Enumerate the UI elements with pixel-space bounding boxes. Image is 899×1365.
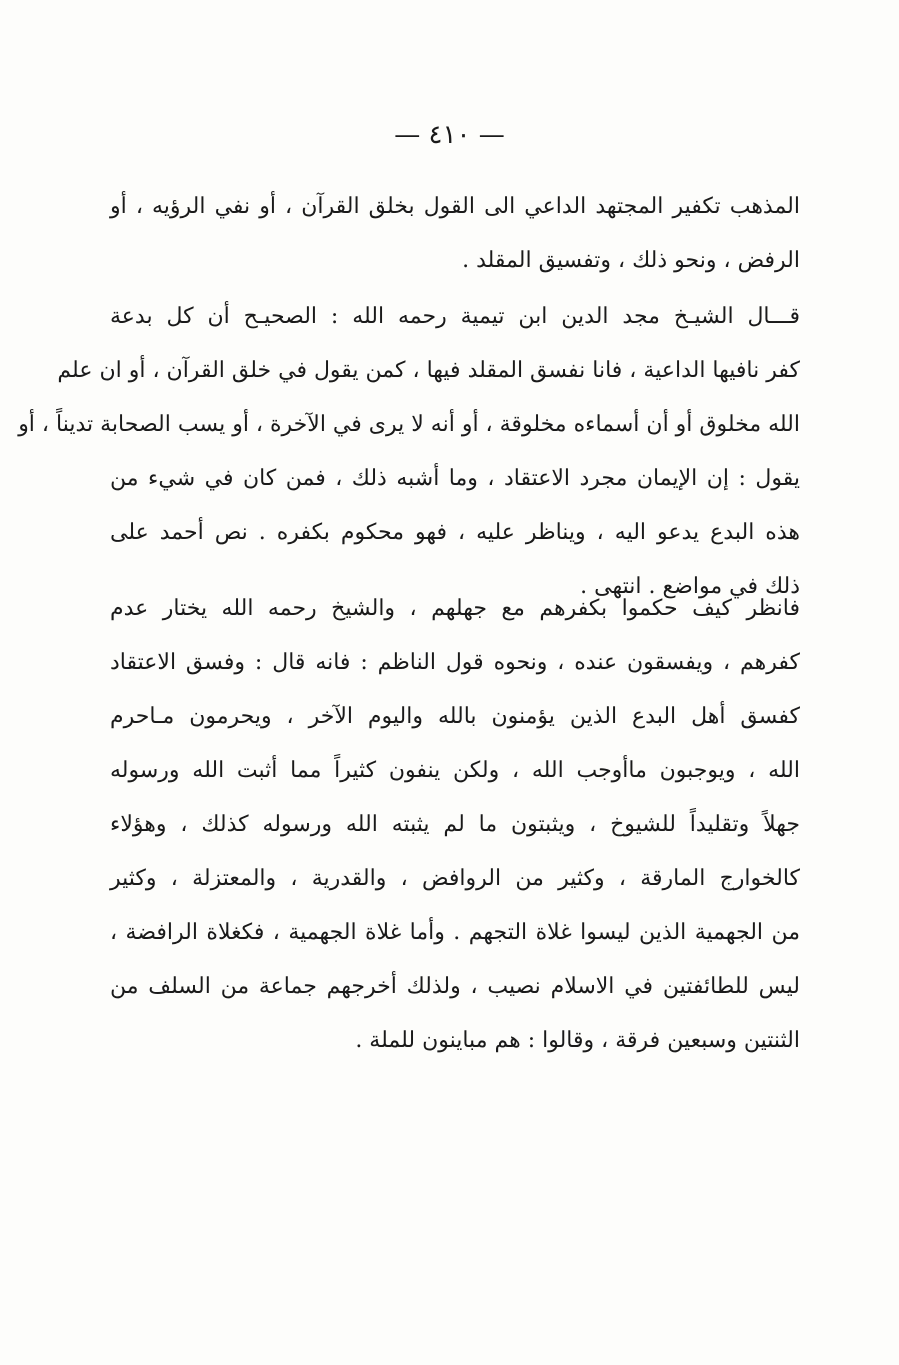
text-line: كفسق أهل البدع الذين يؤمنون بالله واليوم الآخر ، ويحرمون مـاحرم [110,704,800,729]
text-line: من الجهمية الذين ليسوا غلاة التجهم . وأما غلاة الجهمية ، فكغلاة الرافضة ، [110,920,800,945]
text-line: كفر نافيها الداعية ، فانا نفسق المقلد فيها ، كمن يقول في خلق القرآن ، أو ان علم [57,358,800,383]
paragraph-3 [110,582,800,1068]
paragraph-2 [18,290,800,614]
text-line: ذلك في مواضع . انتهى . [580,574,800,599]
text-line: كفرهم ، ويفسقون عنده ، ونحوه قول الناظم : فانه قال : وفسق الاعتقاد [110,650,800,675]
text-line: جهلاً وتقليداً للشيوخ ، ويثبتون ما لم يثبته الله ورسوله كذلك ، وهؤلاء [110,812,800,837]
page-number: — ٤١٠ — [394,120,505,150]
text-line: يقول : إن الإيمان مجرد الاعتقاد ، وما أشبه ذلك ، فمن كان في شيء من [110,466,800,491]
text-line: قـــال الشيـخ مجد الدين ابن تيمية رحمه الله : الصحيـح أن كل بدعة [110,304,800,329]
text-line: الثنتين وسبعين فرقة ، وقالوا : هم مباينون للملة . [355,1028,800,1053]
text-line: كالخوارج المارقة ، وكثير من الروافض ، والقدرية ، والمعتزلة ، وكثير [110,866,800,891]
text-line: ليس للطائفتين في الاسلام نصيب ، ولذلك أخرجهم جماعة من السلف من [110,974,800,999]
paragraph-1 [110,180,800,288]
text-line: الله ، ويوجبون ماأوجب الله ، ولكن ينفون كثيراً مما أثبت الله ورسوله [110,758,800,783]
text-line: هذه البدع يدعو اليه ، ويناظر عليه ، فهو محكوم بكفره . نص أحمد على [110,520,800,545]
text-line: المذهب تكفير المجتهد الداعي الى القول بخلق القرآن ، أو نفي الرؤيه ، أو [110,194,800,219]
text-line: الرفض ، ونحو ذلك ، وتفسيق المقلد . [462,248,800,273]
text-line: فانظر كيف حكموا بكفرهم مع جهلهم ، والشيخ رحمه الله يختار عدم [110,596,800,621]
text-line: الله مخلوق أو أن أسماءه مخلوقة ، أو أنه لا يرى في الآخرة ، أو يسب الصحابة تديناً ، أو [18,412,800,437]
